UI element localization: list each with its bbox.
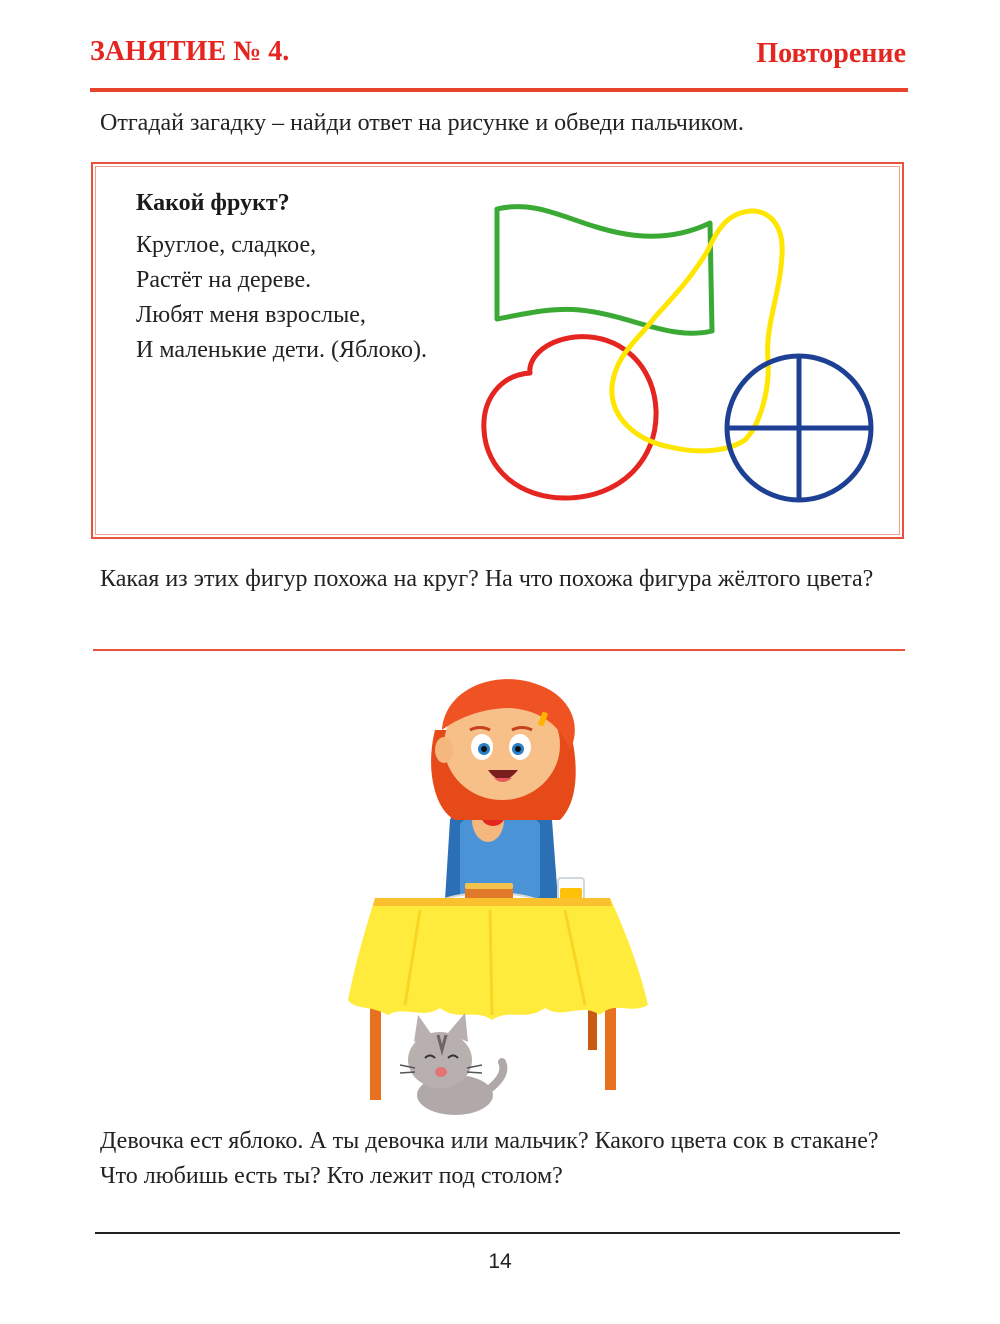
- shapes-drawing: [470, 195, 890, 515]
- red-apple-shape: [484, 337, 656, 498]
- cat-icon: [400, 1013, 503, 1115]
- blue-circle-shape: [727, 356, 871, 500]
- tablecloth: [348, 898, 648, 1020]
- green-flag-shape: [497, 207, 712, 334]
- riddle-line: Любят меня взрослые,: [136, 302, 366, 328]
- riddle-line: Растёт на дереве.: [136, 267, 312, 293]
- section-title: Повторение: [756, 38, 906, 69]
- page-number: 14: [488, 1250, 512, 1273]
- riddle-line: И маленькие дети. (Яблоко).: [136, 337, 428, 363]
- instruction-text: Отгадай загадку – найди ответ на рисунке и обведи пальчиком.: [100, 110, 744, 136]
- question-girl: Девочка ест яблоко. А ты девочка или мальчик? Какого цвета сок в стакане? Что любишь есть ты? Кто лежит под столом?: [100, 1128, 879, 1189]
- girl-at-table-illustration: [330, 670, 670, 1120]
- question-shapes: Какая из этих фигур похожа на круг? На что похожа фигура жёлтого цвета?: [100, 566, 874, 592]
- riddle-heading: Какой фрукт?: [136, 190, 290, 216]
- lesson-title: ЗАНЯТИЕ № 4.: [90, 36, 290, 67]
- riddle-line: Круглое, сладкое,: [136, 232, 317, 258]
- footer-divider: [95, 1232, 900, 1234]
- section-divider: [93, 649, 905, 651]
- header-divider: [90, 88, 908, 92]
